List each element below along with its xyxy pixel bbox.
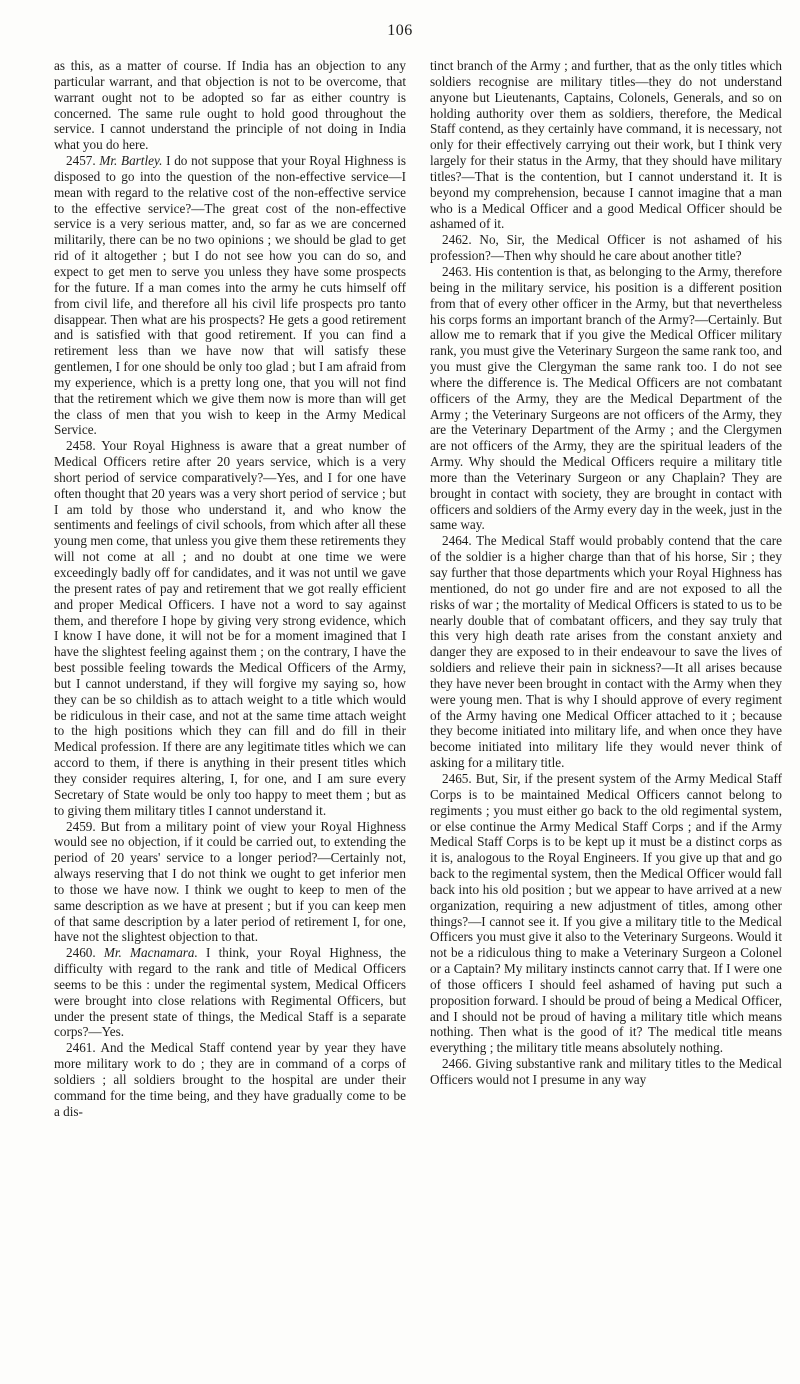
paragraph-text: But, Sir, if the present system of the Army Medical Staff Corps is to be maintained Medical Officers cannot belong to regiments ; you must either go back to the old regimental system, or else continue the Army Medical Staff Corps ; and if the Army Medical Staff Corps is to be kept up it must be a distinct corps as it is, analogous to the Royal Engineers. If you give up that and go back to the regimental system, then the Medical Officer would fall back into his old position ; but we appear to have arrived at a new organization, requiring a new adjustment of titles, among other things?—I cannot see it. If you give a military title to the Medical Officers you must give it also to the Veterinary Surgeons. Would it not be a ridiculous thing to make a Veterinary Surgeon a Colonel or a Captain? My military instincts cannot carry that. If I were one of those officers I should feel ashamed of having put such a proposition forward. I should be proud of being a Medical Officer, and I should not be proud of having a military title which means nothing. Then what is the good of it? The medical title means everything ; the military title means absolutely nothing. <box>430 770 782 1056</box>
paragraph <box>430 264 782 533</box>
question-number: 2458. <box>66 438 96 454</box>
question-number: 2459. <box>66 818 96 834</box>
paragraph <box>430 1056 782 1088</box>
paragraph-text: Giving substantive rank and military titles to the Medical Officers would not I presume in any way <box>430 1056 783 1087</box>
paragraph <box>430 232 782 264</box>
paragraph <box>430 533 782 771</box>
paragraph-text: No, Sir, the Medical Officer is not ashamed of his profession?—Then why should he care about another title? <box>430 232 782 264</box>
paragraph <box>430 58 782 232</box>
question-number: 2463. <box>442 263 472 279</box>
question-number: 2461. <box>66 1040 96 1056</box>
question-number: 2466. <box>442 1056 472 1072</box>
paragraph-text: The Medical Staff would probably contend that the care of the soldier is a higher charge than that of his horse, Sir ; they say further that those departments which your Royal Highness has mentioned, do not go under fire and are not exposed to all the risks of war ; the mortality of Medical Officers is stated to us to be nearly double that of combatant officers, and they say truly that this very high death rate arises from the constant anxiety and danger they are exposed to in their endeavour to save the lives of soldiers and relieve their pain in sickness?—It all arises because they have never been brought in contact with the Army when they were young men. That is why I should approve of every regiment of the Army having one Medical Officer attached to it ; because they become initiated into military life, and when once they have become initiated into military life they would never think of asking for a military title. <box>430 533 782 771</box>
page-number: 106 <box>387 22 413 39</box>
question-number: 2465. <box>442 770 472 786</box>
paragraph <box>54 438 406 818</box>
paragraph-text: His contention is that, as belonging to the Army, therefore being in the military service, his position is a different position from that of every other officer in the Army, but that nevertheless his corps forms an important branch of the Army?—Certainly. But allow me to remark that if you give the Medical Officer military rank, you must give the Veterinary Surgeon the same rank too, and you must give the Clergyman the same rank too. I do not see where the difference is. The Medical Officers are not combatant officers of the Army, they are the Medical Department of the Army ; the Veterinary Surgeons are not officers of the Army, they are the Veterinary Department of the Army ; and the Clergymen are not officers of the Army, they are the spiritual leaders of the Army. Why should the Medical Officers require a military title more than the Veterinary Surgeon or any Chaplain? They are brought in contact with society, they are brought in contact with officers and soldiers of the Army every day in the week, just in the same way. <box>430 263 783 533</box>
paragraph <box>54 153 406 438</box>
speaker-name: Mr. Macnamara. <box>103 945 198 961</box>
paragraph-text: tinct branch of the Army ; and further, that as the only titles which soldiers recognise are military titles—they do not understand anyone but Lieutenants, Captains, Colonels, Generals, and so on holding authority over them as soldiers, therefore, the Medical Staff contend, as they certainly have command, it is necessary, not only for their effectively carrying out their work, but I think very largely for their status in the Army, that they should have military titles?—That is the contention, but I cannot understand it. It is beyond my comprehension, because I cannot imagine that a man who is a Medical Officer and a good Medical Officer should be ashamed of it. <box>430 58 782 232</box>
paragraph-text: as this, as a matter of course. If India has an objection to any particular warrant, and that objection is not to be overcome, that warrant ought not to be adopted so far as either country is concerned. The same rule ought to hold good throughout the service. I cannot understand the principle of not doing in India what you do here. <box>54 58 406 153</box>
question-number: 2457. <box>66 153 96 169</box>
paragraph <box>430 771 782 1056</box>
question-number: 2462. <box>442 232 472 248</box>
paragraph-text: And the Medical Staff contend year by year they have more military work to do ; they are in command of a corps of soldiers ; all soldiers brought to the hospital are under their command for the time being, and they have gradually come to be a dis- <box>54 1040 406 1119</box>
paragraph-text: But from a military point of view your Royal Highness would see no objection, if it could be carried out, to extending the period of 20 years' service to a longer period?—Certainly not, always reserving that I do not think we ought to get inferior men to those we have now. I think we ought to keep to men of the same description as we have at present ; but if you can keep men of that same description by a later period of retirement I, for one, have not the slightest objection to that. <box>54 818 406 945</box>
paragraph-text: I do not suppose that your Royal Highness is disposed to go into the question of the non-effective service—I mean with regard to the relative cost of the non-effective service to the effective service?—The great cost of the non-effective service is a very serious matter, and, so far as we are concerned militarily, there can be no two opinions ; we should be glad to get rid of it altogether ; but I do not see how you can do so, and expect to get men to serve you unless they have some prospects for the future. If a man comes into the army he cuts himself off from civil life, and therefore all his civil life prospects pro tanto disappear. Then what are his prospects? He gets a good retirement and is satisfied with that good retirement. If you can find a retirement less than we have now that will satisfy these gentlemen, I for one should be only too glad ; but I am afraid from my experience, which is a pretty long one, that you will not find that the retirement which we give them now is more than will get the class of men that you wish to keep in the Army Medical Service. <box>54 153 406 438</box>
paragraph-text: Your Royal Highness is aware that a great number of Medical Officers retire after 20 years service, which is a very short period of service comparatively?—Yes, and I for one have often thought that 20 years was a very short period of service ; but I am told by those who understand it, and who know the sentiments and feelings of civil schools, from which after all these young men come, that unless you give them these retirements they will not come at all ; and no doubt at one time we were exceedingly badly off for candidates, and it was not until we gave the present rates of pay and retirement that we got really efficient and proper Medical Officers. I have not a word to say against them, and therefore I hope by giving very strong evidence, which I know I have done, it will not be for a moment imagined that I have the slightest feeling against them ; on the contrary, I have the best possible feeling towards the Medical Officers of the Army, but I cannot understand, if they will forgive my saying so, how they can be so childish as to attach weight to a title which would be ridiculous in their case, and not at the same time attach weight to the high positions which they can fill and do fill in their Medical profession. If there are any legitimate titles which we can accord to them, if there is anything in their present titles which they consider requires altering, I, for one, and I am sure every Secretary of State would be only too happy to meet them ; but as to giving them military titles I cannot understand it. <box>54 438 406 818</box>
question-number: 2464. <box>442 533 472 549</box>
question-number: 2460. <box>66 945 96 961</box>
right-column <box>430 58 782 1088</box>
speaker-name: Mr. Bartley. <box>99 153 163 169</box>
paragraph <box>54 819 406 946</box>
left-column <box>54 58 406 1120</box>
paragraph-text: I think, your Royal Highness, the difficulty with regard to the rank and title of Medical Officers seems to be this : under the regimental system, Medical Officers were brought into close relations with Regimental Officers, but under the present state of things, the Medical Staff is a separate corps?—Yes. <box>54 945 407 1040</box>
paragraph <box>54 945 406 1040</box>
paragraph <box>54 58 406 153</box>
paragraph <box>54 1040 406 1119</box>
